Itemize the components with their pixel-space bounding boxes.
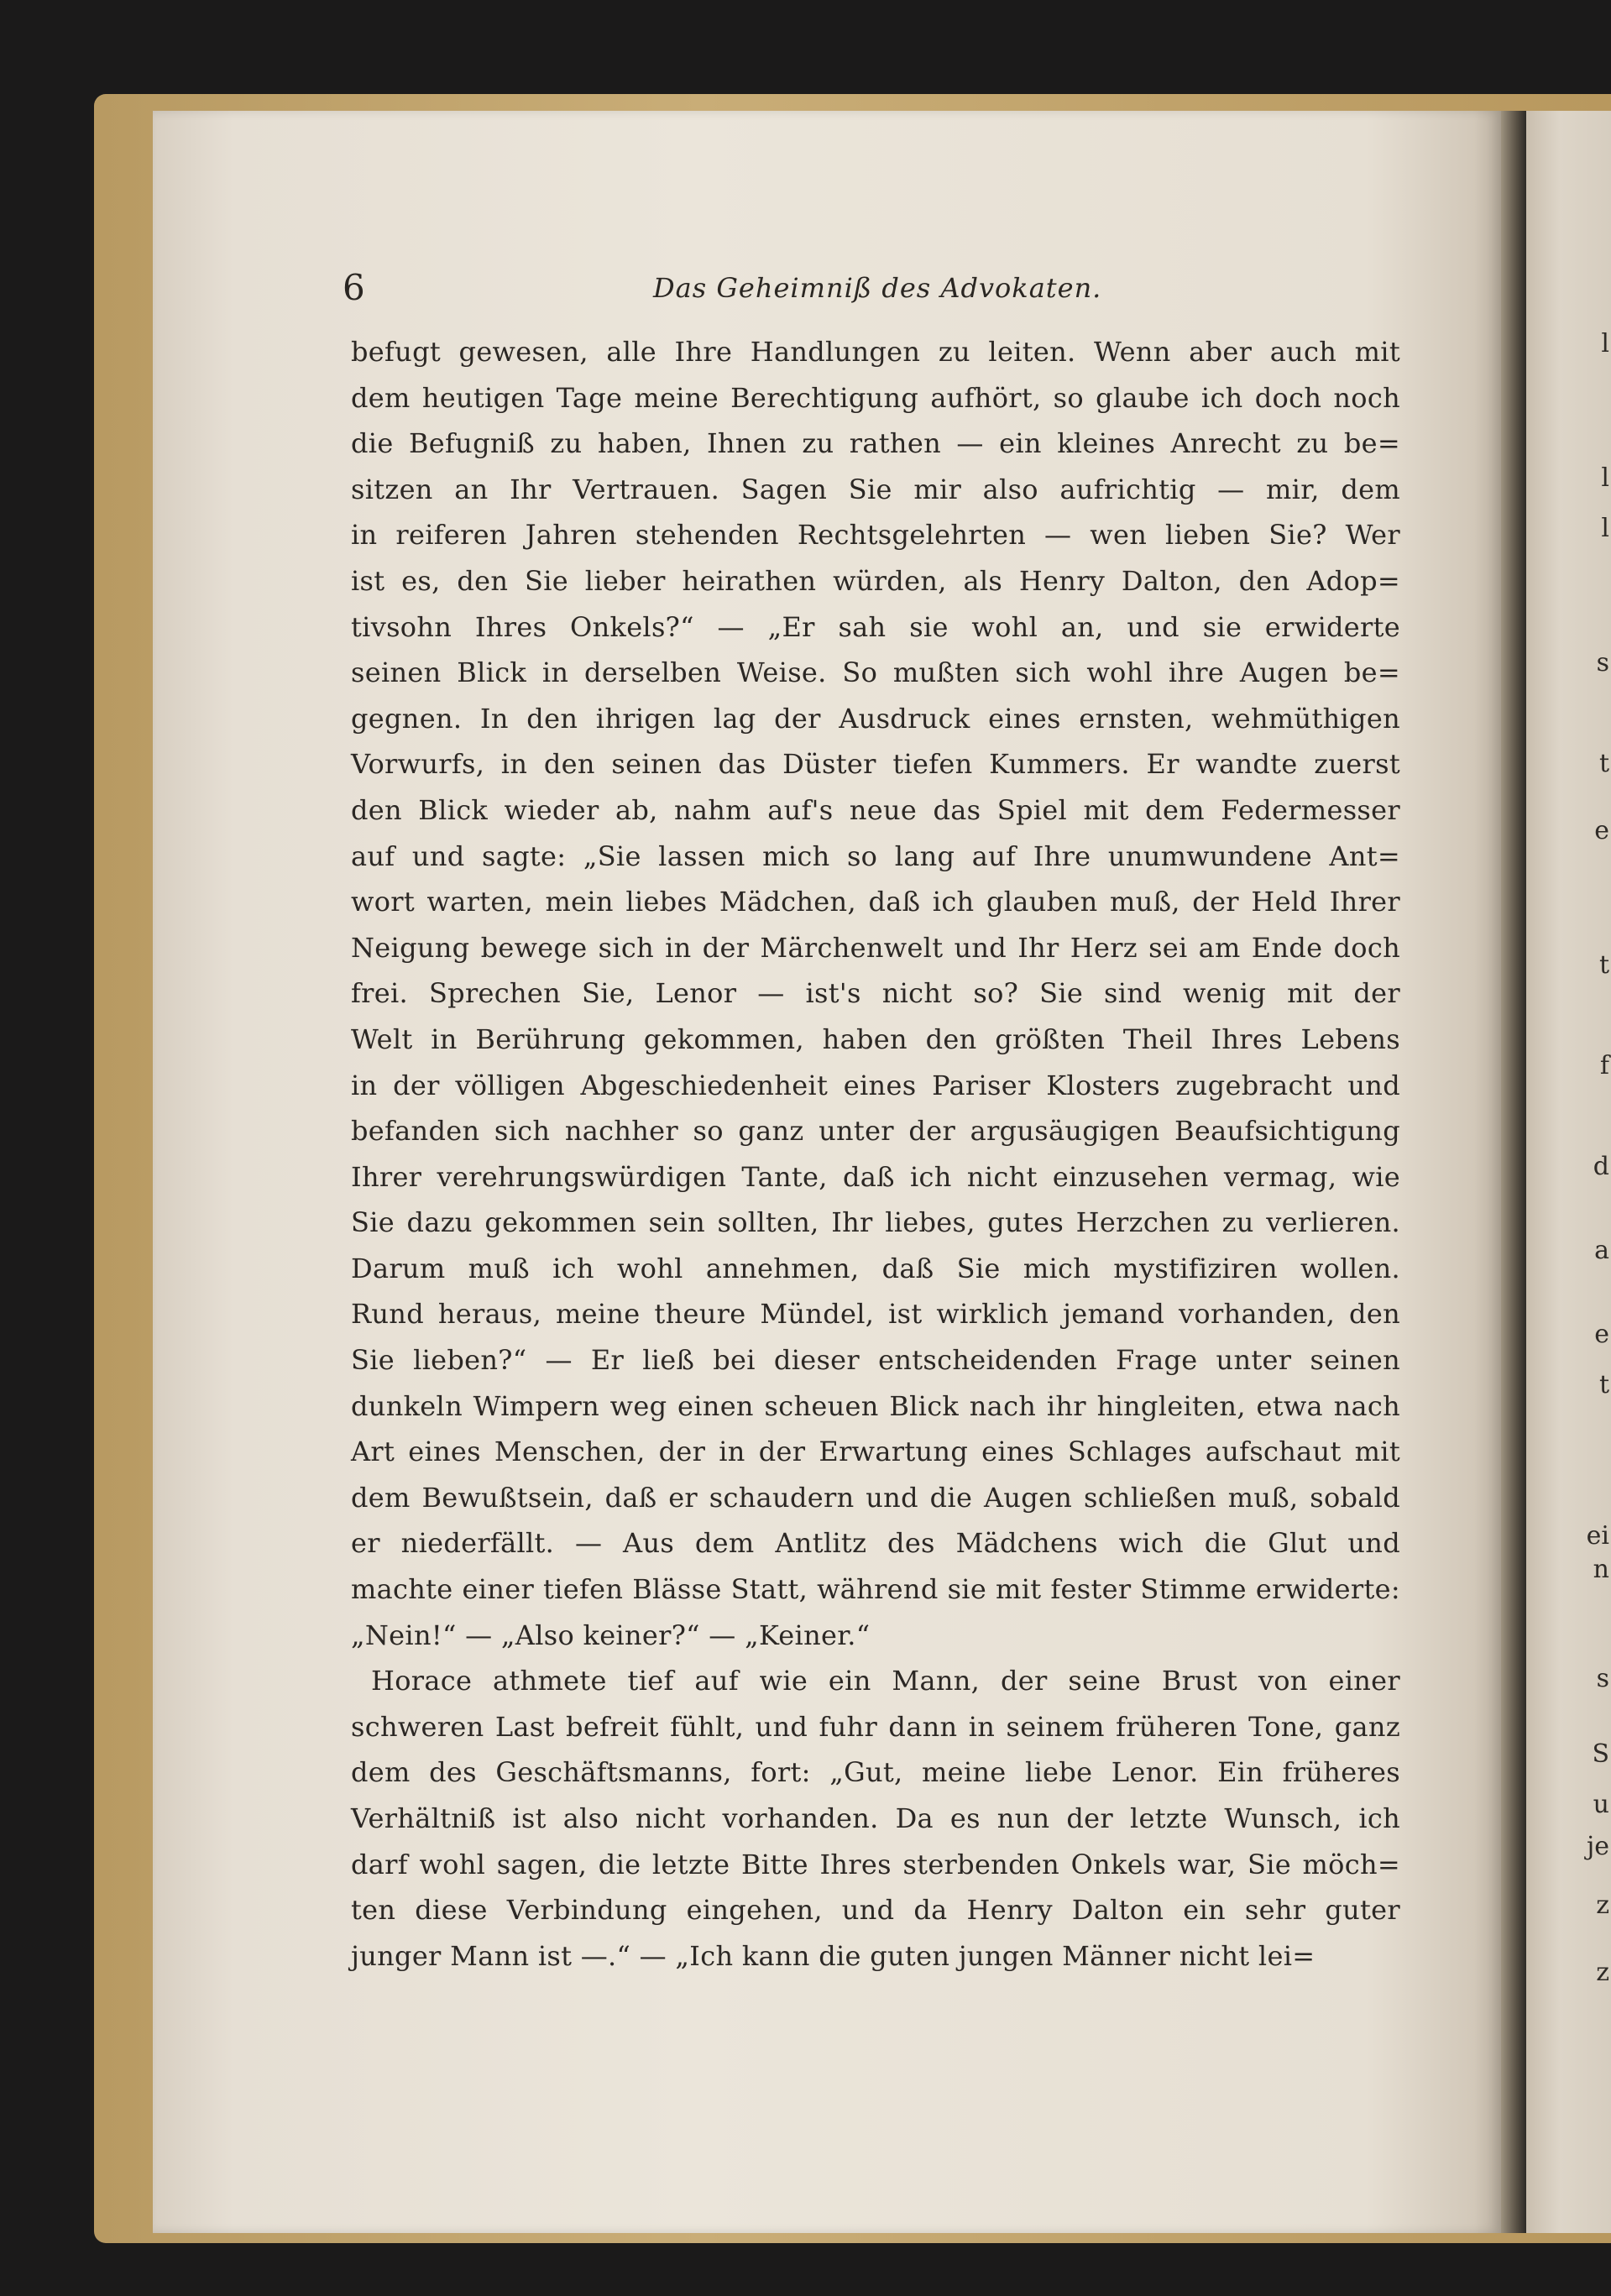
facing-page-letter: d <box>1593 1152 1609 1181</box>
text-line: wort warten, mein liebes Mädchen, daß ich glauben muß, der Held Ihrer <box>351 886 1400 918</box>
text-line: Ihrer verehrungswürdigen Tante, daß ich nicht einzusehen vermag, wie <box>351 1160 1400 1193</box>
facing-page-letter: s <box>1596 1664 1609 1693</box>
facing-page-letter: t <box>1598 1370 1609 1399</box>
text-line: befugt gewesen, alle Ihre Handlungen zu leiten. Wenn aber auch mit <box>351 336 1400 368</box>
facing-page-letter: n <box>1593 1555 1609 1584</box>
text-line: Rund heraus, meine theure Mündel, ist wirklich jemand vorhanden, den <box>351 1298 1400 1331</box>
text-line: ist es, den Sie lieber heirathen würden, als Henry Dalton, den Adop= <box>351 564 1400 597</box>
facing-page-letter: f <box>1599 1051 1609 1080</box>
facing-page-letter: z <box>1596 1958 1609 1987</box>
page-number: 6 <box>343 267 365 308</box>
text-line: in der völligen Abgeschiedenheit eines Pariser Klosters zugebracht und <box>351 1069 1400 1101</box>
text-line: „Nein!“ — „Also keiner?“ — „Keiner.“ <box>351 1619 871 1651</box>
text-line: dem heutigen Tage meine Berechtigung aufhört, so glaube ich doch noch <box>351 381 1400 414</box>
facing-page-letter: S <box>1592 1739 1609 1769</box>
text-line: die Befugniß zu haben, Ihnen zu rathen — ein kleines Anrecht zu be= <box>351 427 1400 460</box>
text-line: Welt in Berührung gekommen, haben den größten Theil Ihres Lebens <box>351 1022 1400 1055</box>
text-line: Art eines Menschen, der in der Erwartung eines Schlages aufschaut mit <box>351 1436 1400 1468</box>
facing-page-letter: s <box>1596 648 1609 677</box>
text-line: gegnen. In den ihrigen lag der Ausdruck eines ernsten, wehmüthigen <box>351 702 1400 735</box>
page-header <box>343 267 1392 317</box>
body-text <box>351 329 1400 1979</box>
facing-page-letter: ei <box>1586 1521 1609 1551</box>
text-line: dem Bewußtsein, daß er schaudern und die Augen schließen muß, sobald <box>351 1481 1400 1514</box>
facing-page-letter: u <box>1593 1790 1609 1819</box>
text-line: Darum muß ich wohl annehmen, daß Sie mich mystifiziren wollen. <box>351 1252 1400 1284</box>
text-line: darf wohl sagen, die letzte Bitte Ihres sterbenden Onkels war, Sie möch= <box>351 1848 1400 1880</box>
running-title: Das Geheimniß des Advokaten. <box>653 272 1102 304</box>
text-line: auf und sagte: „Sie lassen mich so lang auf Ihre unumwundene Ant= <box>351 839 1400 872</box>
text-line: sitzen an Ihr Vertrauen. Sagen Sie mir also aufrichtig — mir, dem <box>351 473 1400 505</box>
text-line: Verhältniß ist also nicht vorhanden. Da es nun der letzte Wunsch, ich <box>351 1802 1400 1834</box>
text-line: tivsohn Ihres Onkels?“ — „Er sah sie wohl an, und sie erwiderte <box>351 610 1400 643</box>
text-line: Horace athmete tief auf wie ein Mann, der seine Brust von einer <box>371 1665 1400 1697</box>
text-line: junger Mann ist —.“ — „Ich kann die guten jungen Männer nicht lei= <box>351 1939 1315 1972</box>
facing-page-letter: e <box>1594 1320 1609 1349</box>
text-line: schweren Last befreit fühlt, und fuhr dann in seinem früheren Tone, ganz <box>351 1710 1400 1743</box>
text-line: Vorwurfs, in den seinen das Düster tiefen Kummers. Er wandte zuerst <box>351 748 1400 781</box>
book-gutter <box>1501 111 1526 2233</box>
facing-page-letter: l <box>1601 329 1609 358</box>
text-line: dunkeln Wimpern weg einen scheuen Blick nach ihr hingleiten, etwa nach <box>351 1389 1400 1422</box>
facing-page-edge <box>1526 111 1611 2233</box>
facing-page-letter: je <box>1586 1832 1609 1861</box>
text-line: in reiferen Jahren stehenden Rechtsgelehrten — wen lieben Sie? Wer <box>351 519 1400 552</box>
text-line: frei. Sprechen Sie, Lenor — ist's nicht so? Sie sind wenig mit der <box>351 977 1400 1010</box>
facing-page-letter: t <box>1598 950 1609 980</box>
text-line: machte einer tiefen Blässe Statt, während sie mit fester Stimme erwiderte: <box>351 1573 1400 1606</box>
facing-page-letter: l <box>1601 514 1609 543</box>
text-line: seinen Blick in derselben Weise. So mußten sich wohl ihre Augen be= <box>351 656 1400 689</box>
facing-page-letter: l <box>1601 463 1609 493</box>
facing-page-letter: e <box>1594 816 1609 845</box>
facing-page-letter: z <box>1596 1891 1609 1920</box>
text-line: er niederfällt. — Aus dem Antlitz des Mädchens wich die Glut und <box>351 1527 1400 1560</box>
text-line: Neigung bewege sich in der Märchenwelt und Ihr Herz sei am Ende doch <box>351 931 1400 964</box>
text-line: den Blick wieder ab, nahm auf's neue das Spiel mit dem Federmesser <box>351 793 1400 826</box>
text-line: ten diese Verbindung eingehen, und da Henry Dalton ein sehr guter <box>351 1894 1400 1927</box>
text-line: Sie lieben?“ — Er ließ bei dieser entscheidenden Frage unter seinen <box>351 1344 1400 1377</box>
text-line: befanden sich nachher so ganz unter der argusäugigen Beaufsichtigung <box>351 1115 1400 1148</box>
facing-page-letter: a <box>1594 1236 1609 1265</box>
text-line: dem des Geschäftsmanns, fort: „Gut, meine liebe Lenor. Ein früheres <box>351 1756 1400 1789</box>
facing-page-letter: t <box>1598 749 1609 778</box>
text-line: Sie dazu gekommen sein sollten, Ihr liebes, gutes Herzchen zu verlieren. <box>351 1206 1400 1239</box>
